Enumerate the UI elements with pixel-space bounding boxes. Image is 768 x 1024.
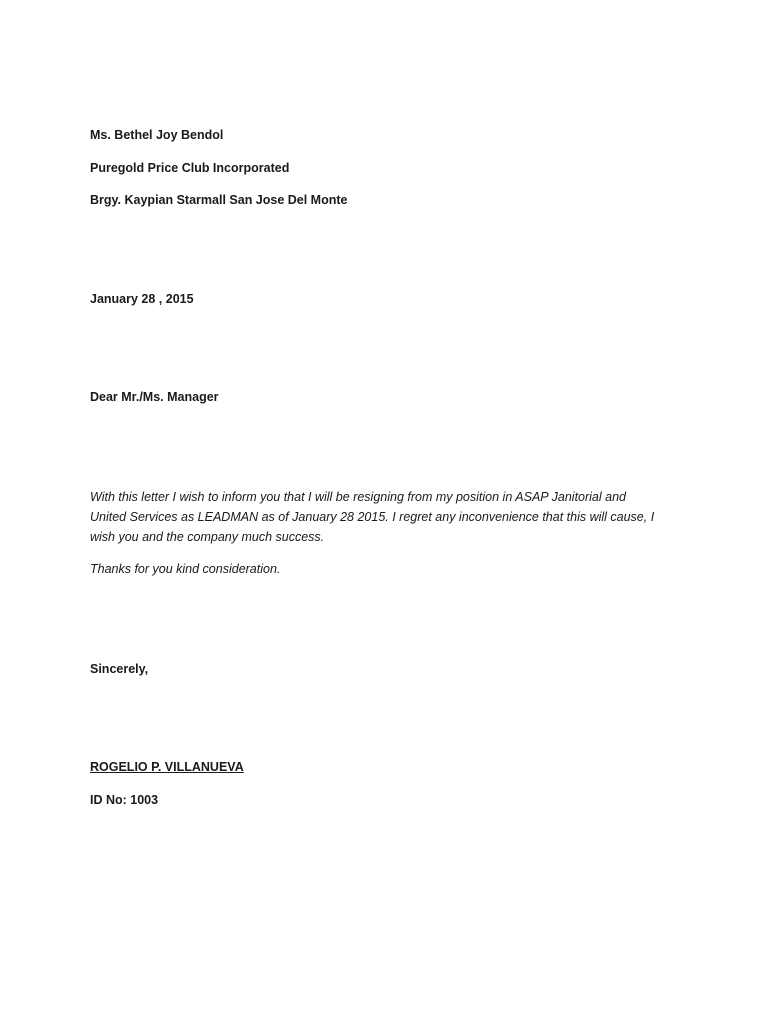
thanks-line: Thanks for you kind consideration. <box>90 562 281 576</box>
employee-id: ID No: 1003 <box>90 793 159 807</box>
recipient-company: Puregold Price Club Incorporated <box>90 161 290 175</box>
closing: Sincerely, <box>90 662 149 676</box>
recipient-address: Brgy. Kaypian Starmall San Jose Del Monte <box>90 193 348 207</box>
body-paragraph-line-1: With this letter I wish to inform you that I will be resigning from my position in ASAP Janitorial and <box>90 490 626 504</box>
signature-name: ROGELIO P. VILLANUEVA <box>90 760 244 774</box>
body-paragraph-line-2: United Services as LEADMAN as of January 28 2015. I regret any inconvenience that this will cause, I <box>90 510 655 524</box>
recipient-name: Ms. Bethel Joy Bendol <box>90 128 224 142</box>
letter-date: January 28 , 2015 <box>90 292 194 306</box>
body-paragraph-line-3: wish you and the company much success. <box>90 530 325 544</box>
salutation: Dear Mr./Ms. Manager <box>90 390 219 404</box>
